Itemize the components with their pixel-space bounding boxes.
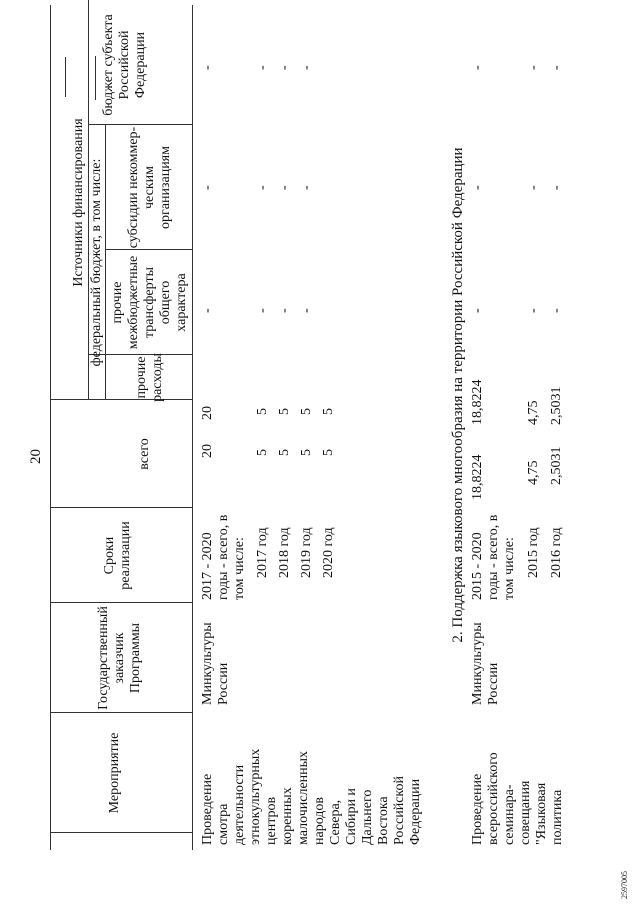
other: 5 [299,408,314,415]
header-regional-budget: бюджет субъекта Российской Федерации [101,14,148,116]
other: 5 [255,408,270,415]
transfers: - [470,308,485,313]
block2-activity: Проведение всероссийского семинара-совещания "Языковая политика [470,752,565,845]
header-subsidies: субсидии некоммер-ческим организациям [126,126,173,249]
transfers: - [200,308,215,313]
subsidies: - [549,185,564,190]
term: 2017 год [255,527,270,578]
regional: - [470,65,485,70]
term: 2020 год [321,527,336,578]
other: 5 [321,408,336,415]
other: 18,8224 [470,379,485,425]
other: 2,5031 [549,386,564,425]
regional: - [549,65,564,70]
subsidies: - [299,185,314,190]
term: 2015 год [526,527,541,578]
subsidies: - [255,185,270,190]
transfers: - [299,308,314,313]
table-top-border [50,5,51,850]
regional: - [277,65,292,70]
total: 5 [299,449,314,456]
total: 2,5031 [549,446,564,485]
total: 20 [200,444,215,458]
term: 2017 - 2020 годы - всего, в том числе: [200,514,247,600]
block1-activity: Проведение смотра деятельности этнокультурных центров коренных малочисленных народов Севера, Сибири и Дальнего Востока Российской Федерации [200,748,423,845]
page-number: 20 [28,449,44,464]
term: 2019 год [299,527,314,578]
block2-customer: Минкультуры России [470,622,501,705]
header-other-expenses: прочие расходы [134,353,165,402]
transfers: - [277,308,292,313]
total: 18,8224 [470,454,485,500]
total: 5 [255,449,270,456]
subsidies: - [526,185,541,190]
regional: - [255,65,270,70]
other: 4,75 [526,400,541,425]
regional: - [200,65,215,70]
header-bottom-border [192,5,193,850]
transfers: - [255,308,270,313]
total: 4,75 [526,460,541,485]
transfers: - [526,308,541,313]
block1-customer: Минкультуры России [200,622,231,705]
header-sources: Источники финансирования [71,118,86,287]
other: 20 [200,406,215,420]
federal-divider [105,125,106,400]
header-customer: Государственный заказчик Программы [96,606,143,710]
transfers: - [549,308,564,313]
term: 2015 - 2020 годы - всего, в том числе: [470,514,517,600]
header-federal-budget: федеральный бюджет, в том числе: [88,158,104,367]
grid-line [50,5,51,50]
header-total: всего [137,438,152,470]
regional: - [299,65,314,70]
section-2-title: 2. Поддержка языкового многообразия на территории Российской Федерации [450,147,466,643]
header-activity: Мероприятие [107,732,122,814]
header-transfers: прочие межбюджетные трансферты общего характера [110,255,189,350]
subsidies: - [277,185,292,190]
total: 5 [277,449,292,456]
other: 5 [277,408,292,415]
subsidies: - [200,185,215,190]
term: 2016 год [549,527,564,578]
document-id: 2597005 [620,871,629,899]
header-terms: Сроки реализации [101,521,133,590]
total: 5 [321,449,336,456]
regional: - [526,65,541,70]
term: 2018 год [277,527,292,578]
subsidies: - [470,185,485,190]
